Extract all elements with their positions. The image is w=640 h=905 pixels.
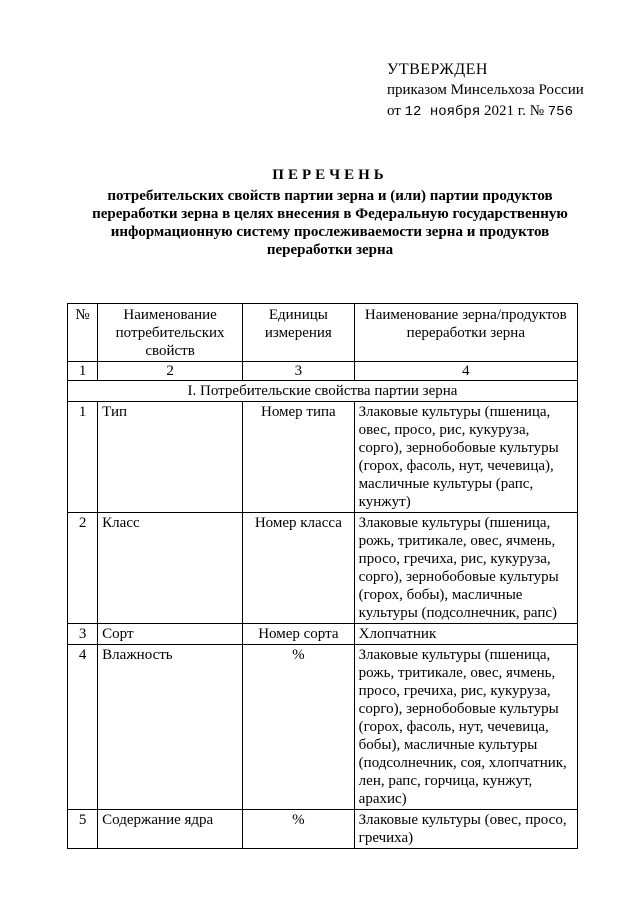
row-products: Злаковые культуры (пшеница, рожь, тритикале, овес, ячмень, просо, гречиха, рис, кукуруза, сорго), зернобобовые культуры (горох, бобы), масличные культуры (подсолнечник, рапс) <box>354 513 577 624</box>
column-number: 4 <box>354 362 577 381</box>
column-number: 1 <box>68 362 98 381</box>
row-products: Хлопчатник <box>354 624 577 645</box>
properties-table <box>67 303 578 849</box>
row-unit: % <box>243 645 355 810</box>
table-row <box>68 402 578 513</box>
row-num: 1 <box>68 402 98 513</box>
title-line: переработки зерна в целях внесения в Федеральную государственную <box>92 206 568 222</box>
row-property: Тип <box>98 402 243 513</box>
date-prefix: от <box>387 103 401 119</box>
header-unit: Единицы измерения <box>243 304 355 362</box>
column-number: 3 <box>243 362 355 381</box>
header-property: Наименование потребительских свойств <box>98 304 243 362</box>
row-property: Влажность <box>98 645 243 810</box>
row-num: 3 <box>68 624 98 645</box>
table-row <box>68 810 578 849</box>
order-number: 756 <box>547 104 573 120</box>
header-num: № <box>68 304 98 362</box>
table-header-row <box>68 304 578 362</box>
row-num: 4 <box>68 645 98 810</box>
approval-date-line <box>387 101 584 123</box>
approval-block <box>387 59 584 123</box>
row-products: Злаковые культуры (пшеница, овес, просо, рис, кукуруза, сорго), зернобобовые культуры (горох, фасоль, нут, чечевица), масличные культуры (рапс, кунжут) <box>354 402 577 513</box>
row-unit: Номер класса <box>243 513 355 624</box>
row-property: Сорт <box>98 624 243 645</box>
approval-heading: УТВЕРЖДЕН <box>387 61 488 78</box>
column-number-row <box>68 362 578 381</box>
section-row <box>68 381 578 402</box>
document-title <box>80 166 580 259</box>
row-property: Класс <box>98 513 243 624</box>
title-line: потребительских свойств партии зерна и (или) партии продуктов <box>107 188 553 204</box>
row-property: Содержание ядра <box>98 810 243 849</box>
header-products: Наименование зерна/продуктов переработки зерна <box>354 304 577 362</box>
date-value: 12 ноября <box>404 104 481 120</box>
table-row <box>68 645 578 810</box>
table-row <box>68 624 578 645</box>
row-unit: Номер сорта <box>243 624 355 645</box>
title-main: ПЕРЕЧЕНЬ <box>272 167 388 183</box>
column-number: 2 <box>98 362 243 381</box>
row-unit: % <box>243 810 355 849</box>
title-line: информационную систему прослеживаемости зерна и продуктов <box>110 224 550 240</box>
approval-order-line: приказом Минсельхоза России <box>387 82 584 98</box>
row-products: Злаковые культуры (пшеница, рожь, тритикале, овес, ячмень, просо, гречиха, рис, кукуруза, сорго), зернобобовые культуры (горох, фасоль, нут, чечевица, бобы), масличные культуры (подсолнечник, соя, хлопчатник, лен, рапс, горчица, кунжут, арахис) <box>354 645 577 810</box>
title-line: переработки зерна <box>266 242 394 258</box>
row-num: 5 <box>68 810 98 849</box>
table-row <box>68 513 578 624</box>
row-products: Злаковые культуры (овес, просо, гречиха) <box>354 810 577 849</box>
section-title: I. Потребительские свойства партии зерна <box>68 381 578 402</box>
row-num: 2 <box>68 513 98 624</box>
row-unit: Номер типа <box>243 402 355 513</box>
date-year: 2021 г. № <box>483 103 545 119</box>
